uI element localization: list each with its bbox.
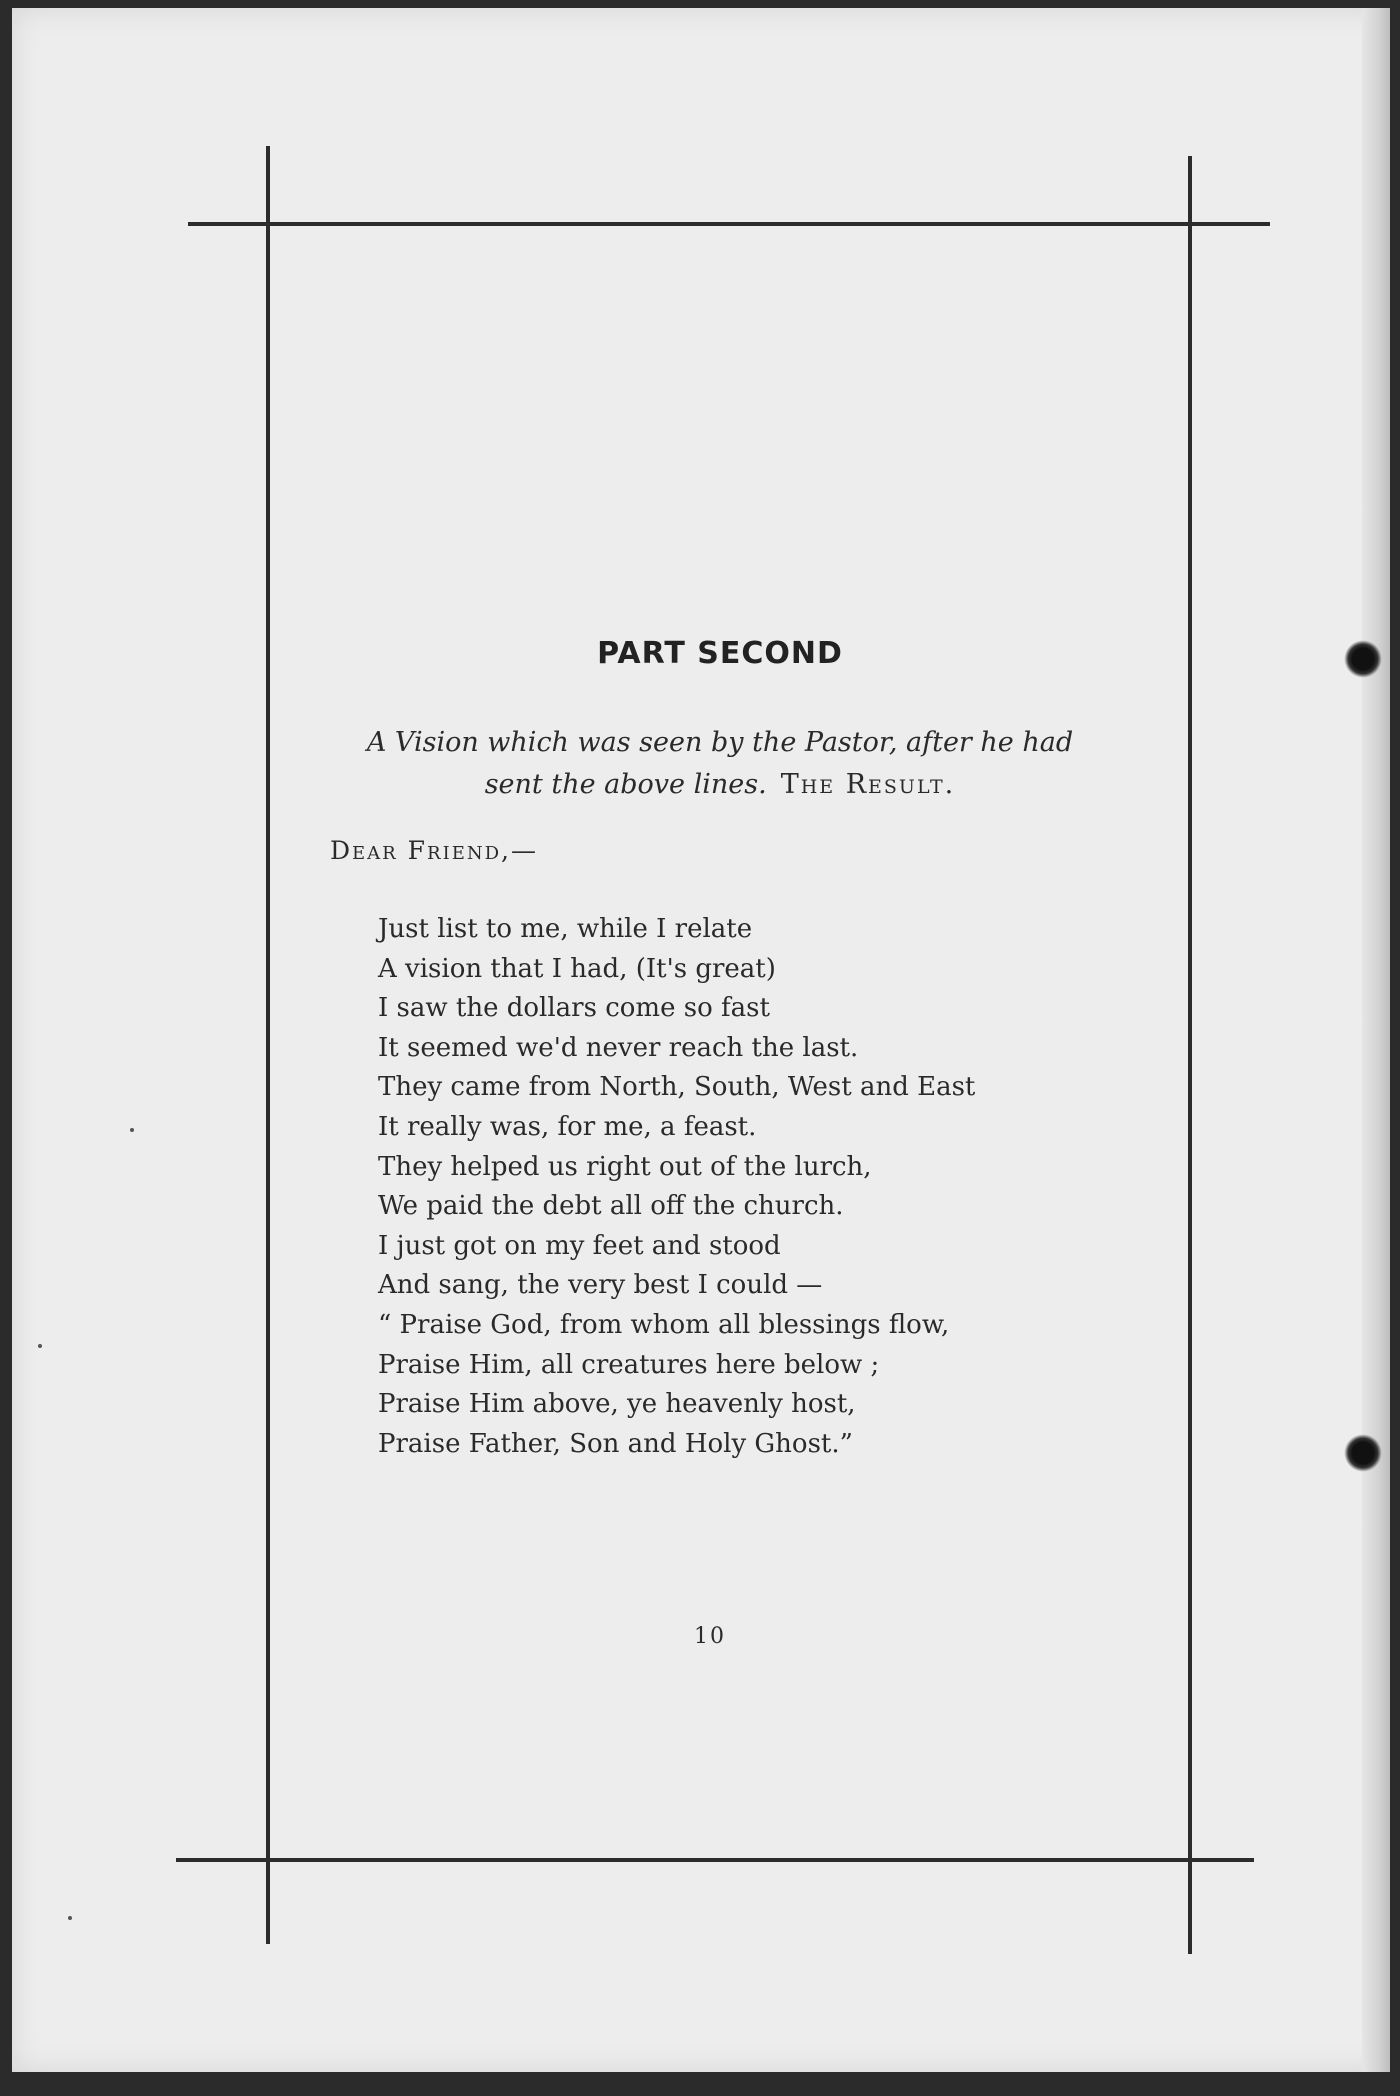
frame-rule-right [1188, 156, 1192, 1954]
page-title: PART SECOND [597, 636, 843, 671]
poem-line: Just list to me, while I relate [378, 914, 753, 944]
poem-line: It seemed we'd never reach the last. [378, 1032, 859, 1063]
poem-line: Praise Father, Son and Holy Ghost.” [378, 1428, 853, 1459]
frame-rule-left [266, 146, 270, 1944]
subtitle-line-2 [330, 764, 1110, 806]
page-number: 10 [694, 1624, 726, 1649]
subtitle-result: The Result. [780, 769, 956, 800]
salutation: Dear Friend,— [330, 836, 538, 865]
poem-line: They helped us right out of the lurch, [378, 1151, 872, 1182]
poem-line: They came from North, South, West and East [378, 1072, 976, 1103]
subtitle [330, 722, 1110, 806]
binding-hole-top [1344, 640, 1382, 678]
binding-hole-bottom [1344, 1434, 1382, 1472]
poem-line: Praise Him above, ye heavenly host, [378, 1389, 856, 1420]
page-edge-shadow [1362, 8, 1390, 2072]
poem-line: We paid the debt all off the church. [378, 1191, 844, 1222]
subtitle-line-1: A Vision which was seen by the Pastor, after he had [366, 727, 1074, 758]
poem [378, 910, 1098, 1464]
paper-speck [38, 1344, 42, 1348]
subtitle-line-2-italic: sent the above lines. [484, 769, 767, 800]
poem-line: I just got on my feet and stood [378, 1230, 781, 1261]
poem-line: And sang, the very best I could — [378, 1270, 823, 1301]
paper-speck [130, 1128, 134, 1132]
frame-rule-top [188, 222, 1270, 226]
poem-line: It really was, for me, a feast. [378, 1111, 757, 1142]
poem-line: “ Praise God, from whom all blessings flow, [378, 1309, 950, 1340]
frame-rule-bottom [176, 1858, 1254, 1862]
poem-line: Praise Him, all creatures here below ; [378, 1349, 880, 1380]
paper-speck [68, 1916, 72, 1920]
poem-line: A vision that I had, (It's great) [378, 953, 776, 984]
poem-line: I saw the dollars come so fast [378, 993, 770, 1024]
